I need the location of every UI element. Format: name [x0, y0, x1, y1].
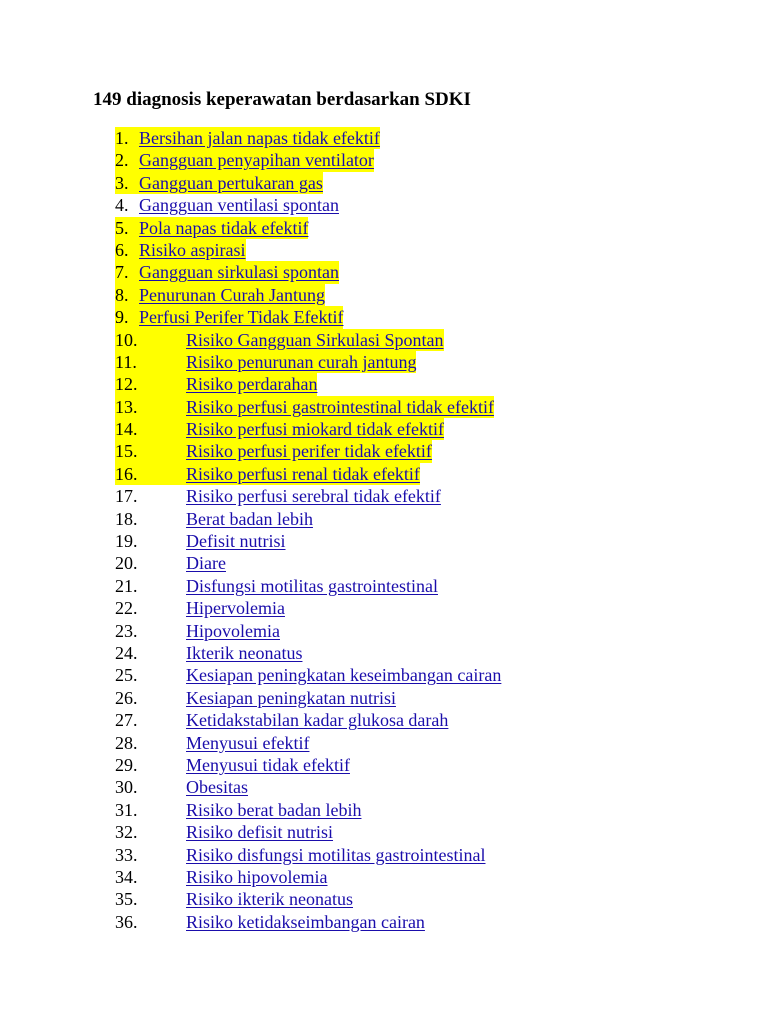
diagnosis-link[interactable]: Obesitas [186, 777, 248, 798]
diagnosis-link[interactable]: Disfungsi motilitas gastrointestinal [186, 575, 438, 596]
diagnosis-link[interactable]: Bersihan jalan napas tidak efektif [139, 128, 380, 148]
list-number: 13. [115, 396, 138, 417]
list-number: 5. [115, 217, 129, 238]
list-number: 20. [115, 553, 138, 574]
list-number: 4. [115, 195, 129, 216]
list-number: 33. [115, 844, 138, 865]
list-number: 6. [115, 239, 129, 260]
list-item [0, 172, 768, 194]
diagnosis-link[interactable]: Risiko perfusi renal tidak efektif [186, 463, 420, 484]
diagnosis-link[interactable]: Hipervolemia [186, 598, 285, 619]
list-item [0, 261, 768, 283]
diagnosis-link[interactable]: Risiko perfusi perifer tidak efektif [186, 441, 432, 462]
list-item [0, 642, 768, 664]
diagnosis-link[interactable]: Risiko hipovolemia [186, 866, 328, 887]
list-number: 29. [115, 754, 138, 775]
list-item [0, 732, 768, 754]
list-item [0, 284, 768, 306]
list-item [0, 575, 768, 597]
document-title: 149 diagnosis keperawatan berdasarkan SDKI [93, 89, 471, 110]
diagnosis-link[interactable]: Ketidakstabilan kadar glukosa darah [186, 710, 449, 731]
list-number: 23. [115, 620, 138, 641]
list-number: 11. [115, 351, 137, 372]
diagnosis-link[interactable]: Gangguan sirkulasi spontan [139, 262, 339, 283]
list-number: 12. [115, 374, 138, 395]
diagnosis-link[interactable]: Risiko perfusi gastrointestinal tidak efektif [186, 396, 494, 417]
list-item [0, 239, 768, 261]
diagnosis-link[interactable]: Menyusui efektif [186, 732, 310, 753]
diagnosis-link[interactable]: Kesiapan peningkatan nutrisi [186, 687, 396, 708]
list-number: 17. [115, 486, 138, 507]
list-item [0, 396, 768, 418]
list-number: 2. [115, 150, 129, 171]
list-number: 16. [115, 463, 138, 484]
list-item [0, 620, 768, 642]
list-item [0, 306, 768, 328]
diagnosis-link[interactable]: Kesiapan peningkatan keseimbangan cairan [186, 665, 502, 686]
diagnosis-link[interactable]: Hipovolemia [186, 620, 280, 641]
list-number: 25. [115, 665, 138, 686]
list-item [0, 552, 768, 574]
list-number: 31. [115, 799, 138, 820]
list-number: 1. [115, 128, 129, 148]
list-item [0, 799, 768, 821]
diagnosis-list [0, 127, 768, 933]
diagnosis-link[interactable]: Risiko perfusi miokard tidak efektif [186, 419, 444, 440]
list-item [0, 418, 768, 440]
list-item [0, 127, 768, 149]
list-item [0, 821, 768, 843]
list-item [0, 485, 768, 507]
diagnosis-link[interactable]: Risiko ketidakseimbangan cairan [186, 911, 425, 932]
diagnosis-link[interactable]: Risiko aspirasi [139, 239, 246, 260]
list-item [0, 217, 768, 239]
diagnosis-link[interactable]: Ikterik neonatus [186, 642, 303, 663]
list-number: 36. [115, 911, 138, 932]
diagnosis-link[interactable]: Risiko defisit nutrisi [186, 822, 334, 843]
list-item [0, 866, 768, 888]
diagnosis-link[interactable]: Perfusi Perifer Tidak Efektif [139, 307, 344, 328]
list-item [0, 687, 768, 709]
list-number: 26. [115, 687, 138, 708]
diagnosis-link[interactable]: Gangguan ventilasi spontan [139, 195, 339, 216]
list-item [0, 776, 768, 798]
diagnosis-link[interactable]: Risiko Gangguan Sirkulasi Spontan [186, 329, 444, 350]
list-number: 9. [115, 307, 129, 328]
list-number: 15. [115, 441, 138, 462]
list-item [0, 440, 768, 462]
list-item [0, 597, 768, 619]
list-number: 10. [115, 329, 138, 350]
diagnosis-link[interactable]: Berat badan lebih [186, 508, 313, 529]
diagnosis-link[interactable]: Gangguan pertukaran gas [139, 172, 323, 193]
list-item [0, 664, 768, 686]
list-item [0, 351, 768, 373]
list-number: 30. [115, 777, 138, 798]
list-item [0, 844, 768, 866]
list-number: 8. [115, 284, 129, 305]
list-item [0, 194, 768, 216]
diagnosis-link[interactable]: Pola napas tidak efektif [139, 217, 309, 238]
list-number: 19. [115, 531, 138, 552]
diagnosis-link[interactable]: Risiko ikterik neonatus [186, 889, 353, 910]
list-item [0, 754, 768, 776]
diagnosis-link[interactable]: Diare [186, 553, 226, 574]
list-number: 34. [115, 866, 138, 887]
list-item [0, 508, 768, 530]
diagnosis-link[interactable]: Risiko disfungsi motilitas gastrointestinal [186, 844, 486, 865]
list-number: 28. [115, 732, 138, 753]
list-item [0, 888, 768, 910]
list-number: 35. [115, 889, 138, 910]
list-item [0, 709, 768, 731]
list-number: 7. [115, 262, 129, 283]
list-item [0, 149, 768, 171]
list-item [0, 329, 768, 351]
list-number: 22. [115, 598, 138, 619]
list-item [0, 463, 768, 485]
diagnosis-link[interactable]: Risiko perfusi serebral tidak efektif [186, 486, 441, 507]
list-number: 18. [115, 508, 138, 529]
diagnosis-link[interactable]: Risiko berat badan lebih [186, 799, 362, 820]
list-item [0, 373, 768, 395]
list-item [0, 911, 768, 933]
diagnosis-link[interactable]: Penurunan Curah Jantung [139, 284, 325, 305]
list-number: 3. [115, 172, 129, 193]
list-number: 21. [115, 575, 138, 596]
list-item [0, 530, 768, 552]
list-number: 14. [115, 419, 138, 440]
diagnosis-link[interactable]: Defisit nutrisi [186, 531, 286, 552]
list-number: 27. [115, 710, 138, 731]
diagnosis-link[interactable]: Risiko perdarahan [186, 374, 318, 395]
list-number: 24. [115, 642, 138, 663]
list-number: 32. [115, 822, 138, 843]
diagnosis-link[interactable]: Menyusui tidak efektif [186, 754, 350, 775]
diagnosis-link[interactable]: Gangguan penyapihan ventilator [139, 150, 374, 171]
diagnosis-link[interactable]: Risiko penurunan curah jantung [186, 351, 417, 372]
